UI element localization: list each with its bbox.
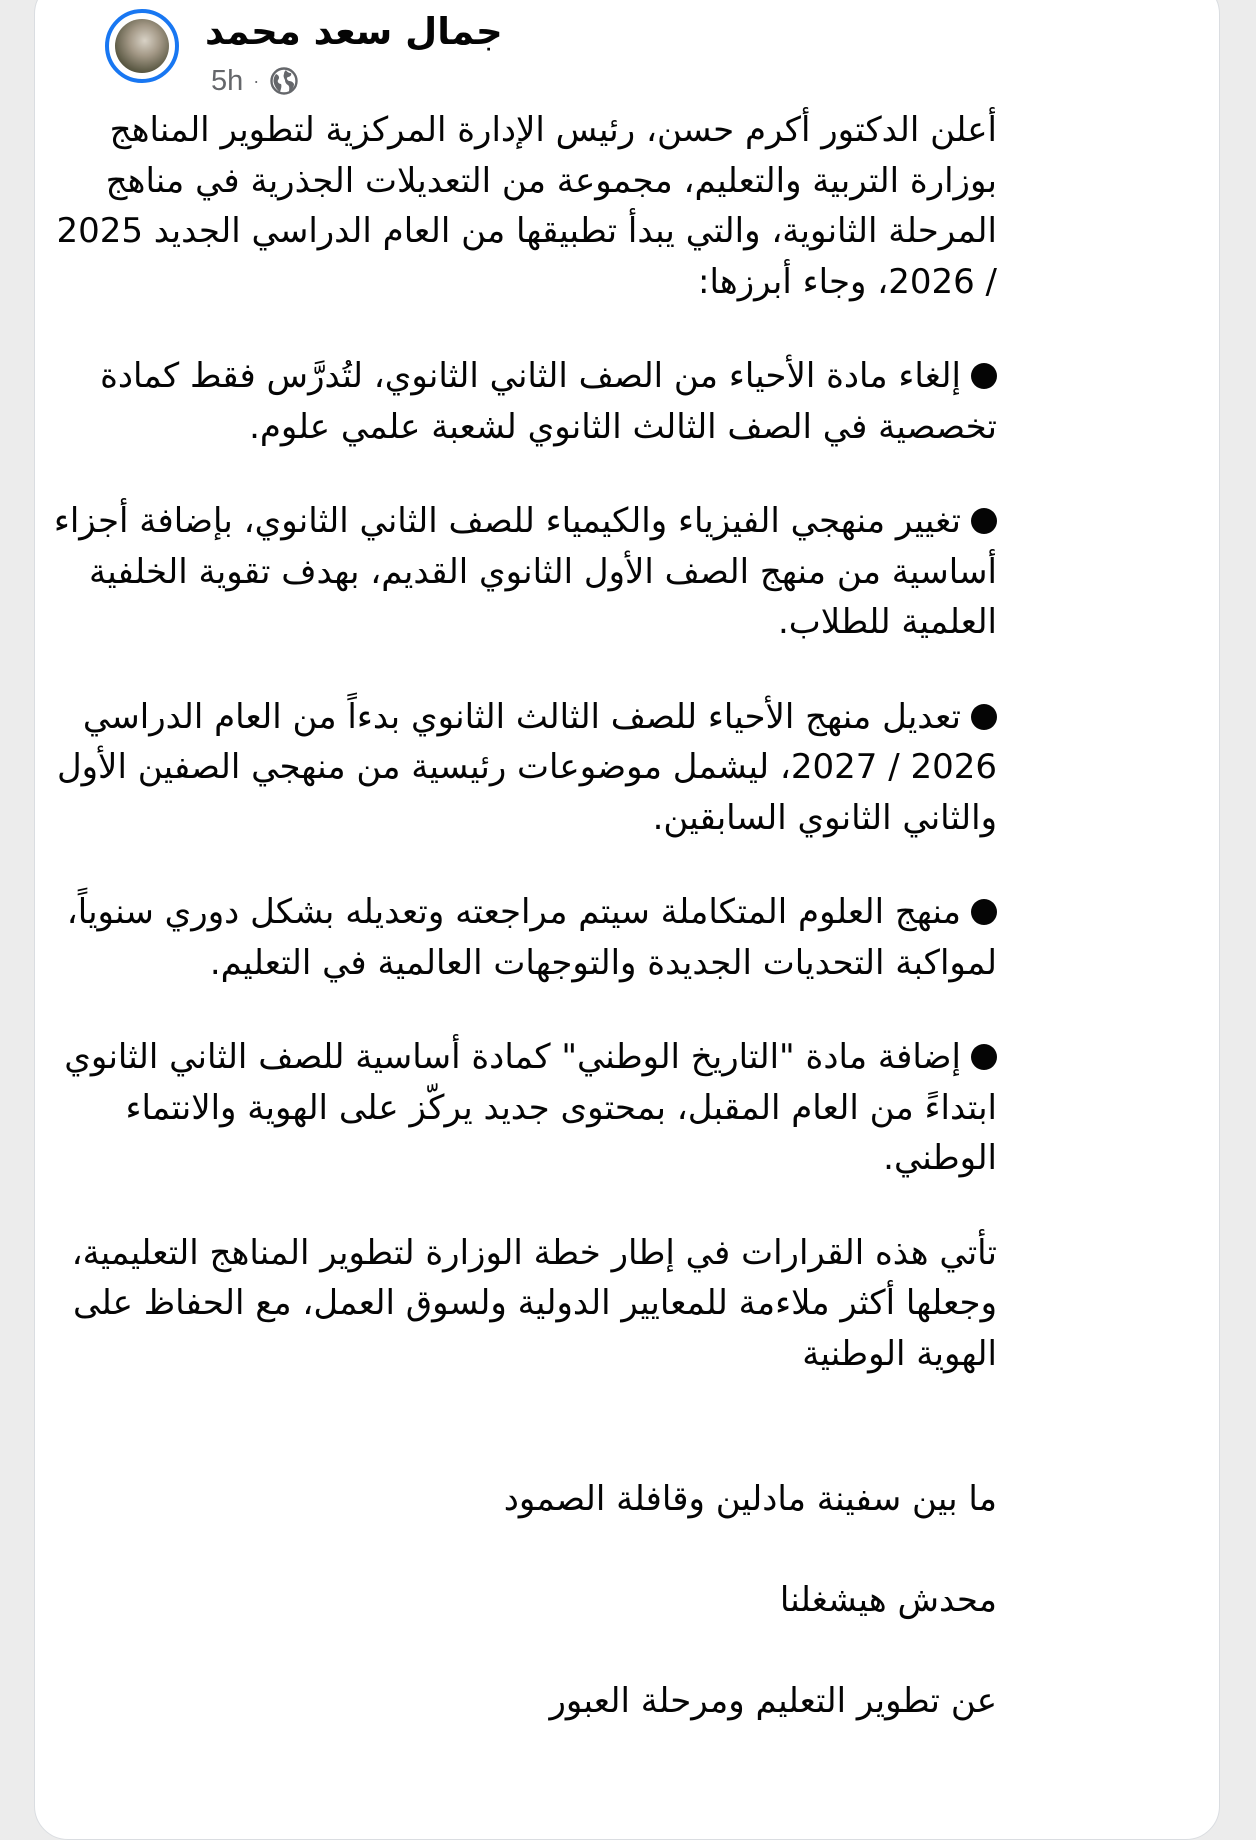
avatar-photo: [115, 19, 169, 73]
bullet-text: إلغاء مادة الأحياء من الصف الثاني الثانوي، لتُدرَّس فقط كمادة تخصصية في الصف الثالث الثانوي لشعبة علمي علوم.: [100, 356, 997, 447]
bullet-text: تغيير منهجي الفيزياء والكيمياء للصف الثاني الثانوي، بإضافة أجزاء أساسية من منهج الصف الأول الثانوي القديم، بهدف تقوية الخلفية العلمية للطلاب.: [53, 501, 997, 642]
closing-line: عن تطوير التعليم ومرحلة العبور: [549, 1680, 997, 1721]
bullet-item: [37, 887, 997, 988]
bullet-dot-icon: [971, 363, 997, 389]
bullet-item: [37, 1032, 997, 1184]
post-card: [34, 0, 1220, 1840]
closing-line: ما بين سفينة مادلين وقافلة الصمود: [503, 1478, 997, 1519]
bullet-dot-icon: [971, 508, 997, 534]
bullet-text: تعديل منهج الأحياء للصف الثالث الثانوي بدءاً من العام الدراسي 2026 / 2027، ليشمل موضوعات رئيسية من منهجي الصفين الأول والثاني الثانوي السابقين.: [56, 696, 997, 838]
post-body: [37, 105, 997, 1726]
post-timestamp[interactable]: 5h: [211, 64, 244, 97]
bullet-item: [37, 496, 997, 648]
bullet-item: [37, 351, 997, 452]
avatar[interactable]: [105, 9, 179, 83]
bullet-dot-icon: [971, 704, 997, 730]
post-header: [105, 9, 705, 109]
globe-icon[interactable]: [269, 66, 299, 96]
author-name[interactable]: جمال سعد محمد: [205, 10, 503, 53]
bullet-text: إضافة مادة "التاريخ الوطني" كمادة أساسية للصف الثاني الثانوي ابتداءً من العام المقبل، بمحتوى جديد يركّز على الهوية والانتماء الوطني.: [64, 1037, 997, 1178]
post-intro: أعلن الدكتور أكرم حسن، رئيس الإدارة المركزية لتطوير المناهج بوزارة التربية والتعليم، مجموعة من التعديلات الجذرية في مناهج المرحلة الثانوية، والتي يبدأ تطبيقها من العام الدراسي الجديد 2025 / 2026، وجاء أبرزها:: [56, 110, 997, 302]
bullet-dot-icon: [971, 899, 997, 925]
bullet-text: منهج العلوم المتكاملة سيتم مراجعته وتعديله بشكل دوري سنوياً، لمواكبة التحديات الجديدة والتوجهات العالمية في التعليم.: [66, 892, 997, 983]
meta-separator: ·: [253, 70, 260, 91]
post-closing: [37, 1423, 997, 1726]
post-summary: تأتي هذه القرارات في إطار خطة الوزارة لتطوير المناهج التعليمية، وجعلها أكثر ملاءمة للمعايير الدولية ولسوق العمل، مع الحفاظ على الهوية الوطنية: [71, 1232, 997, 1374]
bullet-dot-icon: [971, 1044, 997, 1070]
post-meta: [211, 63, 299, 99]
bullet-item: [37, 692, 997, 844]
closing-line: محدش هيشغلنا: [779, 1579, 997, 1620]
